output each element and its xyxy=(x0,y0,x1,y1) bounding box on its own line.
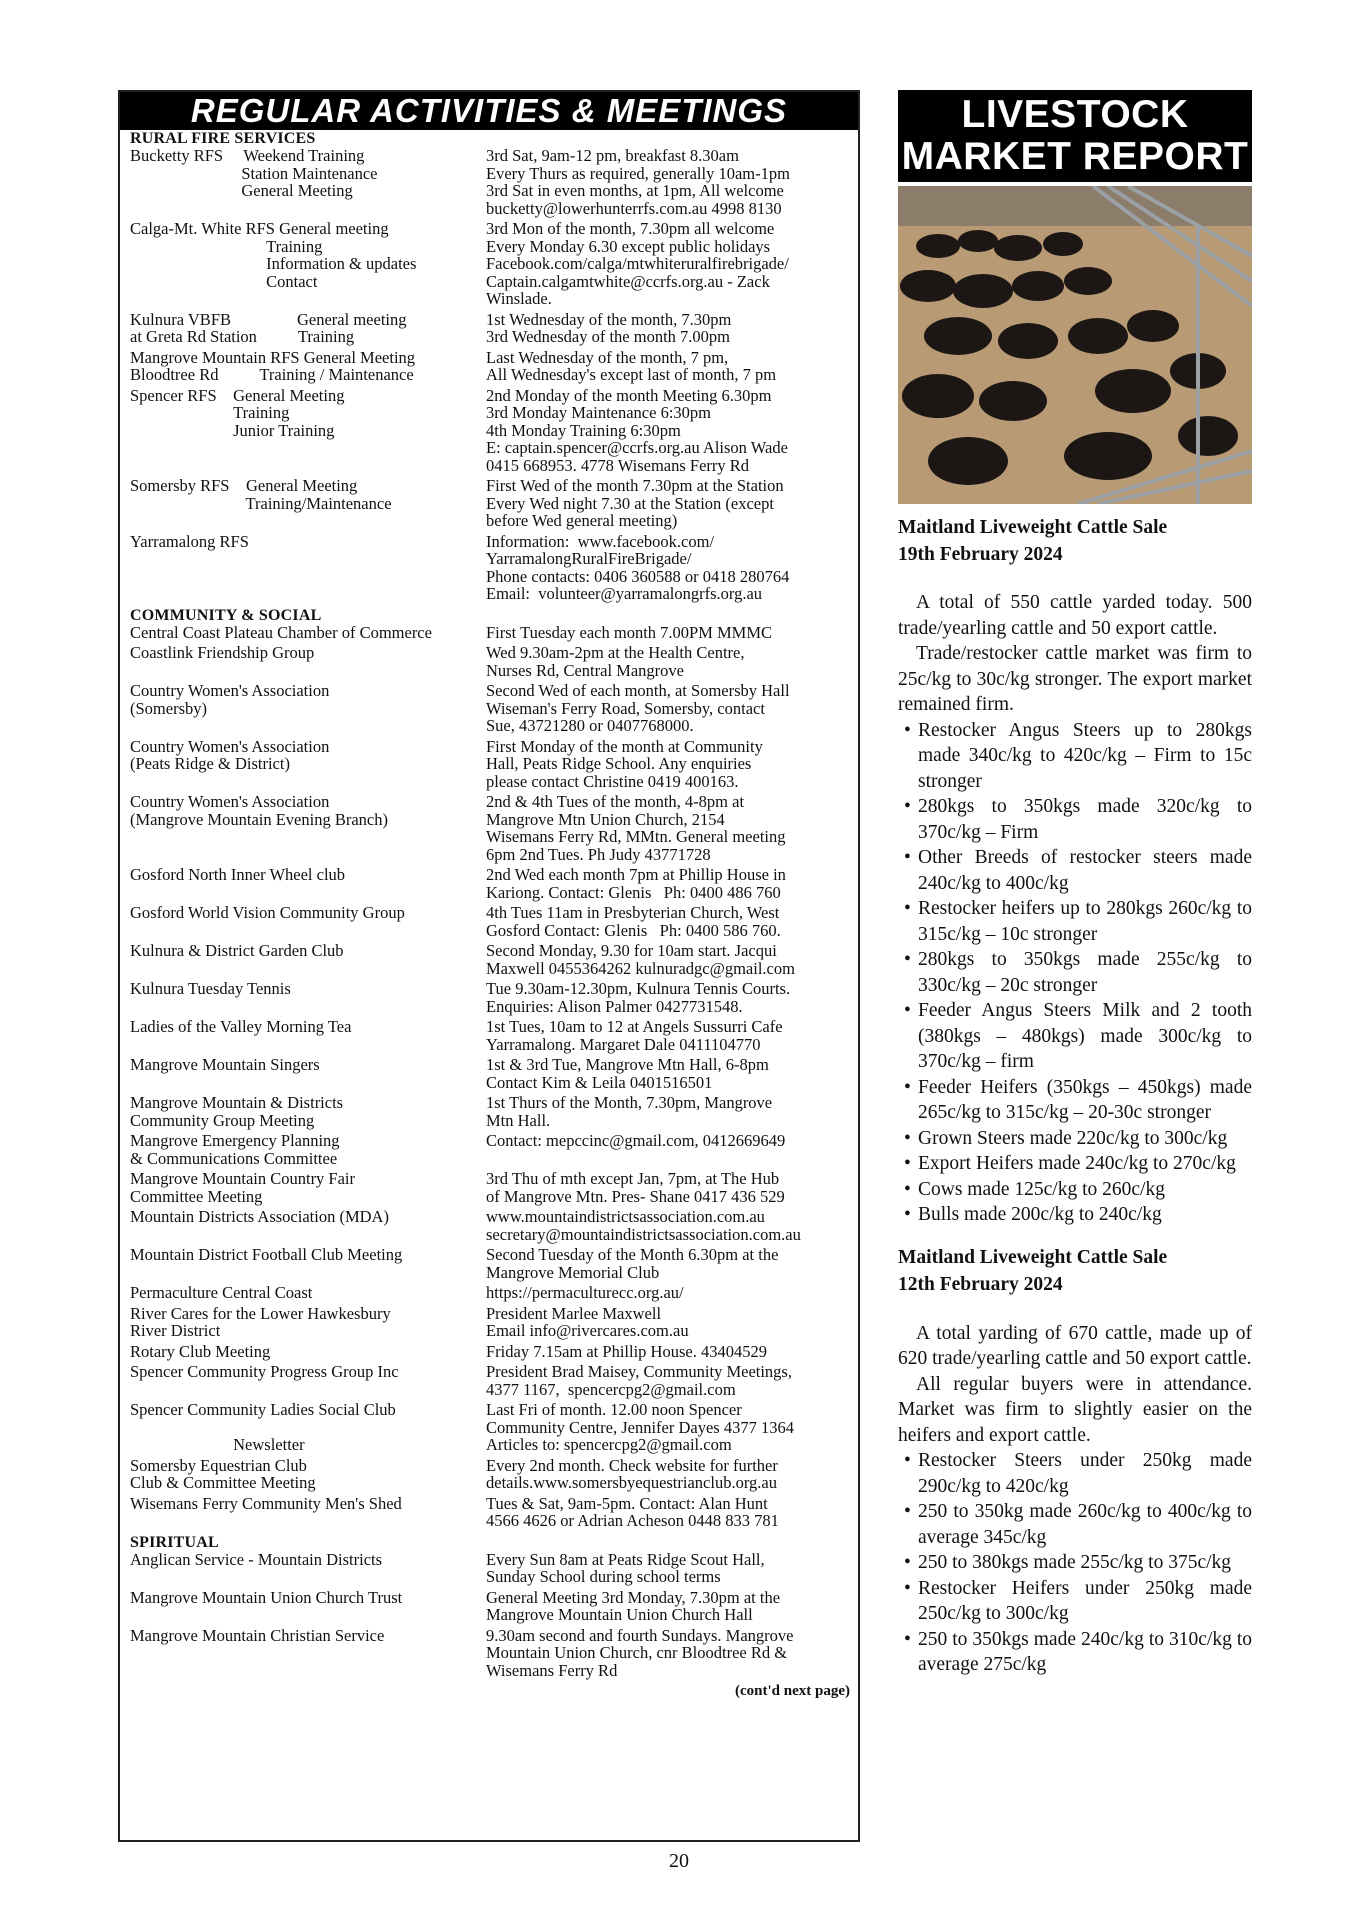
bullet-item xyxy=(898,1177,1252,1203)
activity-name: Mangrove Emergency Planning & Communications Committee xyxy=(130,1131,340,1168)
report1-paragraph: Trade/restocker cattle market was firm to 25c/kg to 30c/kg stronger. The export market remained firm. xyxy=(898,643,1252,715)
activity-entry xyxy=(130,1056,848,1091)
activity-name: Mangrove Mountain RFS General Meeting Bloodtree Rd Training / Maintenance xyxy=(130,347,416,384)
bullet-icon: • xyxy=(904,949,911,970)
activity-name: Mangrove Mountain Singers xyxy=(130,1055,320,1074)
activity-entry xyxy=(130,147,848,217)
activity-entry xyxy=(130,980,848,1015)
bullet-item xyxy=(898,998,1252,1075)
report2-title-line2: 12th February 2024 xyxy=(898,1273,1063,1295)
bullet-icon: • xyxy=(904,847,911,868)
activity-name: Mountain District Football Club Meeting xyxy=(130,1245,403,1264)
activity-entry xyxy=(130,349,848,384)
bullet-text: Export Heifers made 240c/kg to 270c/kg xyxy=(918,1153,1236,1174)
bullet-item xyxy=(898,896,1252,947)
activity-details: Second Tuesday of the Month 6.30pm at the Mangrove Memorial Club xyxy=(486,1245,779,1282)
bullet-item xyxy=(898,1126,1252,1152)
report1-title-line2: 19th February 2024 xyxy=(898,544,1063,565)
activity-entry xyxy=(130,1401,848,1454)
activity-entry xyxy=(130,1627,848,1680)
bullet-item xyxy=(898,845,1252,896)
activity-name: Somersby Equestrian Club Club & Committee Meeting xyxy=(130,1455,316,1492)
report2-paragraph: A total yarding of 670 cattle, made up of 620 trade/yearling cattle and 50 export cattle. xyxy=(898,1322,1252,1369)
activity-name: Kulnura VBFB General meeting at Greta Rd Station Training xyxy=(130,309,407,346)
activity-details: Wed 9.30am-2pm at the Health Centre, Nurses Rd, Central Mangrove xyxy=(486,643,745,680)
activity-details: 1st & 3rd Tue, Mangrove Mtn Hall, 6-8pm Contact Kim & Leila 0401516501 xyxy=(486,1055,769,1092)
bullet-icon: • xyxy=(904,1501,911,1522)
activity-details: Tue 9.30am-12.30pm, Kulnura Tennis Courts. Enquiries: Alison Palmer 0427731548. xyxy=(486,979,791,1016)
activity-entry xyxy=(130,644,848,679)
report2-title-line1: Maitland Liveweight Cattle Sale xyxy=(898,1246,1168,1268)
continued-note: (cont'd next page) xyxy=(735,1683,850,1699)
bullet-text: 280kgs to 350kgs made 320c/kg to 370c/kg – Firm xyxy=(918,796,1252,843)
bullet-text: Restocker Angus Steers up to 280kgs made 340c/kg to 420c/kg – Firm to 15c stronger xyxy=(918,719,1252,792)
livestock-column xyxy=(898,90,1252,1678)
bullet-icon: • xyxy=(904,719,911,741)
activity-name: Anglican Service - Mountain Districts xyxy=(130,1549,383,1569)
activity-name: Wisemans Ferry Community Men's Shed xyxy=(130,1493,402,1513)
activity-details: 2nd & 4th Tues of the month, 4-8pm at Mangrove Mtn Union Church, 2154 Wisemans Ferry Rd, MMtn. General meeting 6pm 2nd Tues. Ph Judy 43771728 xyxy=(486,792,786,864)
bullet-icon: • xyxy=(904,796,911,817)
activity-details: 9.30am second and fourth Sundays. Mangrove Mountain Union Church, cnr Bloodtree Rd & Wisemans Ferry Rd xyxy=(486,1625,794,1680)
activity-entry xyxy=(130,1457,848,1492)
activity-details: First Wed of the month 7.30pm at the Station Every Wed night 7.30 at the Station (except before Wed general meeting) xyxy=(486,476,784,530)
activity-entry xyxy=(130,624,848,642)
activity-entry xyxy=(130,942,848,977)
activity-details: Information: www.facebook.com/ YarramalongRuralFireBrigade/ Phone contacts: 0406 360588 or 0418 280764 Email: volunteer@yarramalongrfs.org.au xyxy=(486,531,790,603)
report1-paragraph: A total of 550 cattle yarded today. 500 trade/yearling cattle and 50 export cattle. xyxy=(898,592,1252,639)
activity-entry xyxy=(130,1208,848,1243)
activity-details: Every Sun 8am at Peats Ridge Scout Hall, Sunday School during school terms xyxy=(486,1549,765,1586)
activities-list xyxy=(120,130,858,1679)
bullet-text: Restocker heifers up to 280kgs 260c/kg to 315c/kg – 10c stronger xyxy=(918,898,1252,945)
bullet-item xyxy=(898,1448,1252,1499)
bullet-text: Restocker Heifers under 250kg made 250c/kg to 300c/kg xyxy=(918,1577,1252,1624)
activity-name: Permaculture Central Coast xyxy=(130,1283,313,1302)
activity-details: https://permaculturecc.org.au/ xyxy=(486,1283,684,1302)
activity-name: Bucketty RFS Weekend Training Station Maintenance General Meeting xyxy=(130,146,378,200)
activity-name: Rotary Club Meeting xyxy=(130,1341,271,1361)
bullet-item xyxy=(898,1151,1252,1177)
activity-details: 1st Tues, 10am to 12 at Angels Sussurri Cafe Yarramalong. Margaret Dale 0411104770 xyxy=(486,1017,783,1054)
activity-name: Mangrove Mountain Union Church Trust xyxy=(130,1587,403,1607)
bullet-icon: • xyxy=(904,1000,911,1021)
activity-details: President Marlee Maxwell Email info@rivercares.com.au xyxy=(486,1303,689,1340)
activity-name: Kulnura Tuesday Tennis xyxy=(130,979,291,998)
bullet-text: 250 to 380kgs made 255c/kg to 375c/kg xyxy=(918,1552,1232,1573)
bullet-item xyxy=(898,1499,1252,1550)
activity-details: 4th Tues 11am in Presbyterian Church, West Gosford Contact: Glenis Ph: 0400 586 760. xyxy=(486,903,781,940)
activity-name: Mangrove Mountain & Districts Community Group Meeting xyxy=(130,1093,344,1130)
activity-name: Country Women's Association (Somersby) xyxy=(130,681,330,718)
bullet-item xyxy=(898,718,1252,795)
activity-name: Coastlink Friendship Group xyxy=(130,643,315,662)
bullet-icon: • xyxy=(904,1178,911,1200)
activity-details: Second Monday, 9.30 for 10am start. Jacqui Maxwell 0455364262 kulnuradgc@gmail.com xyxy=(486,941,795,978)
activity-name: River Cares for the Lower Hawkesbury River District xyxy=(130,1303,391,1340)
regular-activities-panel xyxy=(118,90,860,1842)
bullet-text: Feeder Angus Steers Milk and 2 tooth (380kgs – 480kgs) made 300c/kg to 370c/kg – firm xyxy=(918,1000,1252,1072)
report2-title xyxy=(898,1244,1252,1298)
bullet-text: Restocker Steers under 250kg made 290c/kg to 420c/kg xyxy=(918,1450,1252,1497)
activity-name: Yarramalong RFS xyxy=(130,531,249,551)
activity-entry xyxy=(130,1551,848,1586)
section-heading: SPIRITUAL xyxy=(130,1533,219,1551)
activity-name: Spencer Community Progress Group Inc xyxy=(130,1362,399,1381)
bullet-icon: • xyxy=(904,1450,911,1471)
bullet-icon: • xyxy=(904,1153,911,1174)
bullet-text: 250 to 350kg made 260c/kg to 400c/kg to average 345c/kg xyxy=(918,1501,1252,1548)
bullet-icon: • xyxy=(904,1628,911,1650)
report2-paragraph: All regular buyers were in attendance. Market was firm to slightly easier on the heifers and export cattle. xyxy=(898,1373,1252,1446)
activity-name: Ladies of the Valley Morning Tea xyxy=(130,1017,352,1036)
activity-entry xyxy=(130,682,848,735)
activity-name: Gosford World Vision Community Group xyxy=(130,903,405,922)
activity-details: 2nd Wed each month 7pm at Phillip House in Kariong. Contact: Glenis Ph: 0400 486 760 xyxy=(486,865,786,902)
section-heading: COMMUNITY & SOCIAL xyxy=(130,606,322,624)
activity-name: Mangrove Mountain Christian Service xyxy=(130,1625,385,1645)
activity-entry xyxy=(130,1132,848,1167)
bullet-icon: • xyxy=(904,1204,911,1225)
activity-details: 3rd Thu of mth except Jan, 7pm, at The Hub of Mangrove Mtn. Pres- Shane 0417 436 529 xyxy=(486,1169,785,1206)
activity-details: Last Wednesday of the month, 7 pm, All Wednesday's except last of month, 7 pm xyxy=(486,347,777,384)
activities-heading: REGULAR ACTIVITIES & MEETINGS xyxy=(120,92,858,130)
bullet-text: Other Breeds of restocker steers made 240c/kg to 400c/kg xyxy=(918,847,1252,894)
activity-details: www.mountaindistrictsassociation.com.au secretary@mountaindistrictsassociation.com.au xyxy=(486,1207,801,1244)
activity-details: 3rd Mon of the month, 7.30pm all welcome Every Monday 6.30 except public holidays Facebook.com/calga/mtwhiteruralfirebrigade/ Captain.calgamtwhite@ccrfs.org.au - Zack Winslade. xyxy=(486,219,789,308)
activity-entry xyxy=(130,477,848,530)
activity-entry xyxy=(130,904,848,939)
bullet-icon: • xyxy=(904,1127,911,1149)
activity-name: Country Women's Association (Peats Ridge & District) xyxy=(130,736,330,773)
bullet-icon: • xyxy=(904,1552,911,1573)
report1-title xyxy=(898,514,1252,568)
bullet-text: Bulls made 200c/kg to 240c/kg xyxy=(918,1204,1162,1225)
activity-entry xyxy=(130,311,848,346)
activity-name: Kulnura & District Garden Club xyxy=(130,941,344,960)
activity-entry xyxy=(130,1363,848,1398)
bullet-text: 250 to 350kgs made 240c/kg to 310c/kg to average 275c/kg xyxy=(918,1628,1252,1675)
activity-name: Spencer RFS General Meeting Training Junior Training xyxy=(130,385,345,440)
bullet-item xyxy=(898,1075,1252,1126)
activity-details: Every 2nd month. Check website for further details.www.somersbyequestrianclub.org.au xyxy=(486,1455,778,1492)
activity-entry xyxy=(130,533,848,603)
activity-entry xyxy=(130,220,848,308)
activity-details: First Monday of the month at Community Hall, Peats Ridge School. Any enquiries please contact Christine 0419 400163. xyxy=(486,736,763,791)
activity-name: Mountain Districts Association (MDA) xyxy=(130,1207,389,1226)
bullet-text: 280kgs to 350kgs made 255c/kg to 330c/kg – 20c stronger xyxy=(918,949,1252,996)
bullet-item xyxy=(898,1576,1252,1627)
report1-bullet-list xyxy=(898,718,1252,1228)
activity-entry xyxy=(130,1589,848,1624)
activity-entry xyxy=(130,1284,848,1302)
activity-details: Tues & Sat, 9am-5pm. Contact: Alan Hunt 4566 4626 or Adrian Acheson 0448 833 781 xyxy=(486,1493,779,1530)
cattle-yard-photo xyxy=(898,186,1252,504)
activity-name: Calga-Mt. White RFS General meeting Training Information & updates Contact xyxy=(130,219,417,291)
bullet-text: Cows made 125c/kg to 260c/kg xyxy=(918,1178,1165,1200)
activity-details: 3rd Sat, 9am-12 pm, breakfast 8.30am Every Thurs as required, generally 10am-1pm 3rd Sat in even months, at 1pm, All welcome bucketty@lowerhunterrfs.com.au 4998 8130 xyxy=(486,146,790,218)
livestock-heading xyxy=(898,90,1252,182)
activity-name: Central Coast Plateau Chamber of Commerce xyxy=(130,622,432,642)
activity-name: Country Women's Association (Mangrove Mountain Evening Branch) xyxy=(130,792,388,829)
activity-name: Somersby RFS General Meeting Training/Maintenance xyxy=(130,476,392,513)
report2-bullet-list xyxy=(898,1448,1252,1678)
activity-entry xyxy=(130,1170,848,1205)
activity-details: 2nd Monday of the month Meeting 6.30pm 3rd Monday Maintenance 6:30pm 4th Monday Training 6:30pm E: captain.spencer@ccrfs.org.au Alison Wade 0415 668953. 4778 Wisemans Ferry Rd xyxy=(486,385,788,475)
bullet-icon: • xyxy=(904,898,911,919)
activity-entry xyxy=(130,1343,848,1361)
activity-entry xyxy=(130,866,848,901)
livestock-heading-line2: MARKET REPORT xyxy=(901,135,1249,178)
activity-entry xyxy=(130,1246,848,1281)
activity-details: Friday 7.15am at Phillip House. 43404529 xyxy=(486,1341,767,1361)
activity-details: Contact: mepccinc@gmail.com, 0412669649 xyxy=(486,1131,786,1150)
activity-entry xyxy=(130,1305,848,1340)
activity-details: President Brad Maisey, Community Meetings, 4377 1167, spencercpg2@gmail.com xyxy=(486,1362,792,1399)
activity-details: General Meeting 3rd Monday, 7.30pm at the Mangrove Mountain Union Church Hall xyxy=(486,1587,781,1624)
page-number: 20 xyxy=(669,1850,689,1872)
activity-details: Second Wed of each month, at Somersby Hall Wiseman's Ferry Road, Somersby, contact Sue, 43721280 or 0407768000. xyxy=(486,681,790,735)
activity-details: 1st Wednesday of the month, 7.30pm 3rd Wednesday of the month 7.00pm xyxy=(486,309,732,346)
livestock-heading-line1: LIVESTOCK xyxy=(961,93,1189,136)
activity-entry xyxy=(130,1495,848,1530)
bullet-text: Feeder Heifers (350kgs – 450kgs) made 265c/kg to 315c/kg – 20-30c stronger xyxy=(918,1076,1252,1123)
activity-name: Spencer Community Ladies Social Club Newsletter xyxy=(130,1400,396,1454)
activity-entry xyxy=(130,1094,848,1129)
activity-entry xyxy=(130,1018,848,1053)
bullet-icon: • xyxy=(904,1076,911,1098)
activity-details: First Tuesday each month 7.00PM MMMC xyxy=(486,622,773,642)
activity-name: Mangrove Mountain Country Fair Committee Meeting xyxy=(130,1169,356,1206)
bullet-item xyxy=(898,1202,1252,1228)
bullet-item xyxy=(898,1550,1252,1576)
activity-entry xyxy=(130,387,848,475)
bullet-item xyxy=(898,947,1252,998)
bullet-item xyxy=(898,794,1252,845)
bullet-text: Grown Steers made 220c/kg to 300c/kg xyxy=(918,1127,1228,1149)
section-heading: RURAL FIRE SERVICES xyxy=(130,130,316,147)
activity-name: Gosford North Inner Wheel club xyxy=(130,865,346,884)
report1-title-line1: Maitland Liveweight Cattle Sale xyxy=(898,517,1168,538)
bullet-item xyxy=(898,1627,1252,1678)
activity-entry xyxy=(130,793,848,863)
activity-entry xyxy=(130,738,848,791)
activity-details: 1st Thurs of the Month, 7.30pm, Mangrove Mtn Hall. xyxy=(486,1093,773,1130)
bullet-icon: • xyxy=(904,1577,911,1599)
activity-details: Last Fri of month. 12.00 noon Spencer Community Centre, Jennifer Dayes 4377 1364 Articles to: spencercpg2@gmail.com xyxy=(486,1400,794,1454)
